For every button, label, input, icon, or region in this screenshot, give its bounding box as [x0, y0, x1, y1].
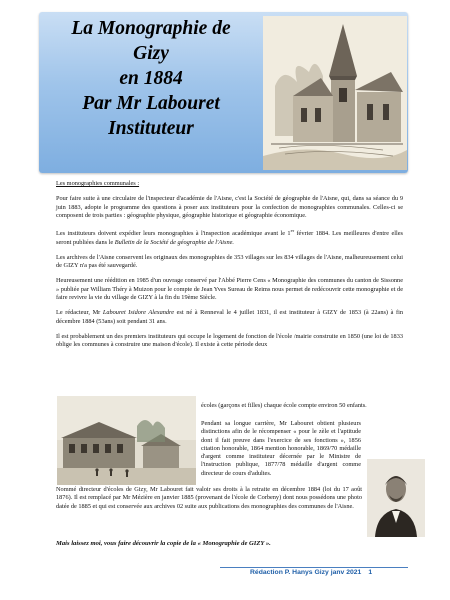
- title-line: en 1884: [119, 68, 183, 89]
- teacher-portrait-image: [367, 459, 425, 537]
- paragraph-2-text-b: février 1884. Les meilleures d'entre elles seront publiées dans le: [56, 230, 403, 246]
- church-sketch-image: [263, 16, 407, 170]
- paragraph-2-superscript: er: [290, 228, 295, 234]
- footer: [250, 569, 372, 576]
- page-title: [40, 16, 262, 141]
- paragraph-2: [56, 227, 403, 247]
- paragraph-6: Il est probablement un des premiers instituteurs qui occupe le logement de fonction de l'école /mairie construite en 1850 (une loi de 1833 oblige les communes à construire une maison d'école). Il existe à cette période deux: [56, 332, 403, 349]
- footer-divider: [220, 567, 408, 568]
- paragraph-5-text-b: est né à Renneval le 4 juillet 1831, il est instituteur à GIZY de 1853 (à 22ans) à fin décembre 1884 (53ans) soit pendant 31 ans.: [56, 309, 404, 325]
- paragraph-5-name: Labouret Isidore Alexandre: [102, 309, 175, 317]
- paragraph-4: Heureusement une réédition en 1985 d'un ouvrage conservé par l'Abbé Pierre Cens « Monographie des communes du canton de Sissonne » publiée par William Théry à Muizon pour le compte de Jean Yves Sureau de Reims nous permet de redécouvrir cette monographie et de faire revivre la vie du village de GIZY à la fin du 19ème Siècle.: [56, 277, 403, 302]
- paragraph-2-publication: Bulletin de la Société de géographie de l'Aisne.: [114, 238, 234, 246]
- village-photo-image: [57, 396, 196, 485]
- section-heading: Les monographies communales :: [56, 180, 140, 187]
- paragraph-1: Pour faire suite à une circulaire de l'inspecteur d'académie de l'Aisne, c'est la Société de géographie de l'Aisne, qui, dans sa séance du 9 juin 1883, adopte le programme des questions à poser aux instituteurs pour la confection de monographies communales. Celles-ci se composent de trois parties : géographie physique, géographie historique et géographie économique.: [56, 195, 403, 219]
- title-line: Gizy: [133, 43, 169, 64]
- footer-credit: Rédaction P. Hanys Gizy janv 2021: [250, 569, 362, 576]
- page-number: 1: [368, 569, 373, 576]
- title-line: La Monographie de: [71, 18, 231, 39]
- closing-line: Mais laissez moi, vous faire découvrir la copie de la « Monographie de GIZY ».: [56, 540, 271, 547]
- paragraph-5-text-a: Le rédacteur, Mr: [56, 309, 103, 317]
- paragraph-8: Nommé directeur d'écoles de Gizy, Mr Labouret fait valoir ses droits à la retraite en décembre 1884 (loi du 17 août 1876). Il est remplacé par Mr Mézière en janvier 1885 (provenant de l'école de Corbeny) dont nous possédons une photo datée de 1885 et qui est conservée aux archives 02 suite aux publications des monographies des communes de l'Aisne.: [56, 486, 362, 510]
- title-line: Par Mr Labouret: [82, 93, 220, 114]
- document-body: [56, 180, 403, 350]
- title-line: Instituteur: [108, 118, 194, 139]
- paragraph-5: [56, 309, 403, 326]
- paragraph-3: Les archives de l'Aisne conservent les originaux des monographies de 353 villages sur les 834 villages de l'Aisne, malheureusement celui de GIZY n'a pas été sauvegardé.: [56, 253, 403, 270]
- paragraph-7: Pendant sa longue carrière, Mr Labouret obtient plusieurs distinctions afin de le récompenser « pour le zèle et l'aptitude dont il fait preuve dans l'exercice de ses fonctions », 1856 citation honorable, 1864 mention honorable, 1869/70 médaille d'argent comme instituteur décernée par le Ministre de l'instruction publique, 1877/78 médaille d'argent comme directeur de cours d'adultes.: [201, 420, 361, 477]
- paragraph-2-text-a: Les instituteurs doivent expédier leurs monographies à l'inspection académique avant le 1: [56, 230, 291, 238]
- paragraph-6-continued: écoles (garçons et filles) chaque école compte environ 50 enfants.: [201, 402, 367, 409]
